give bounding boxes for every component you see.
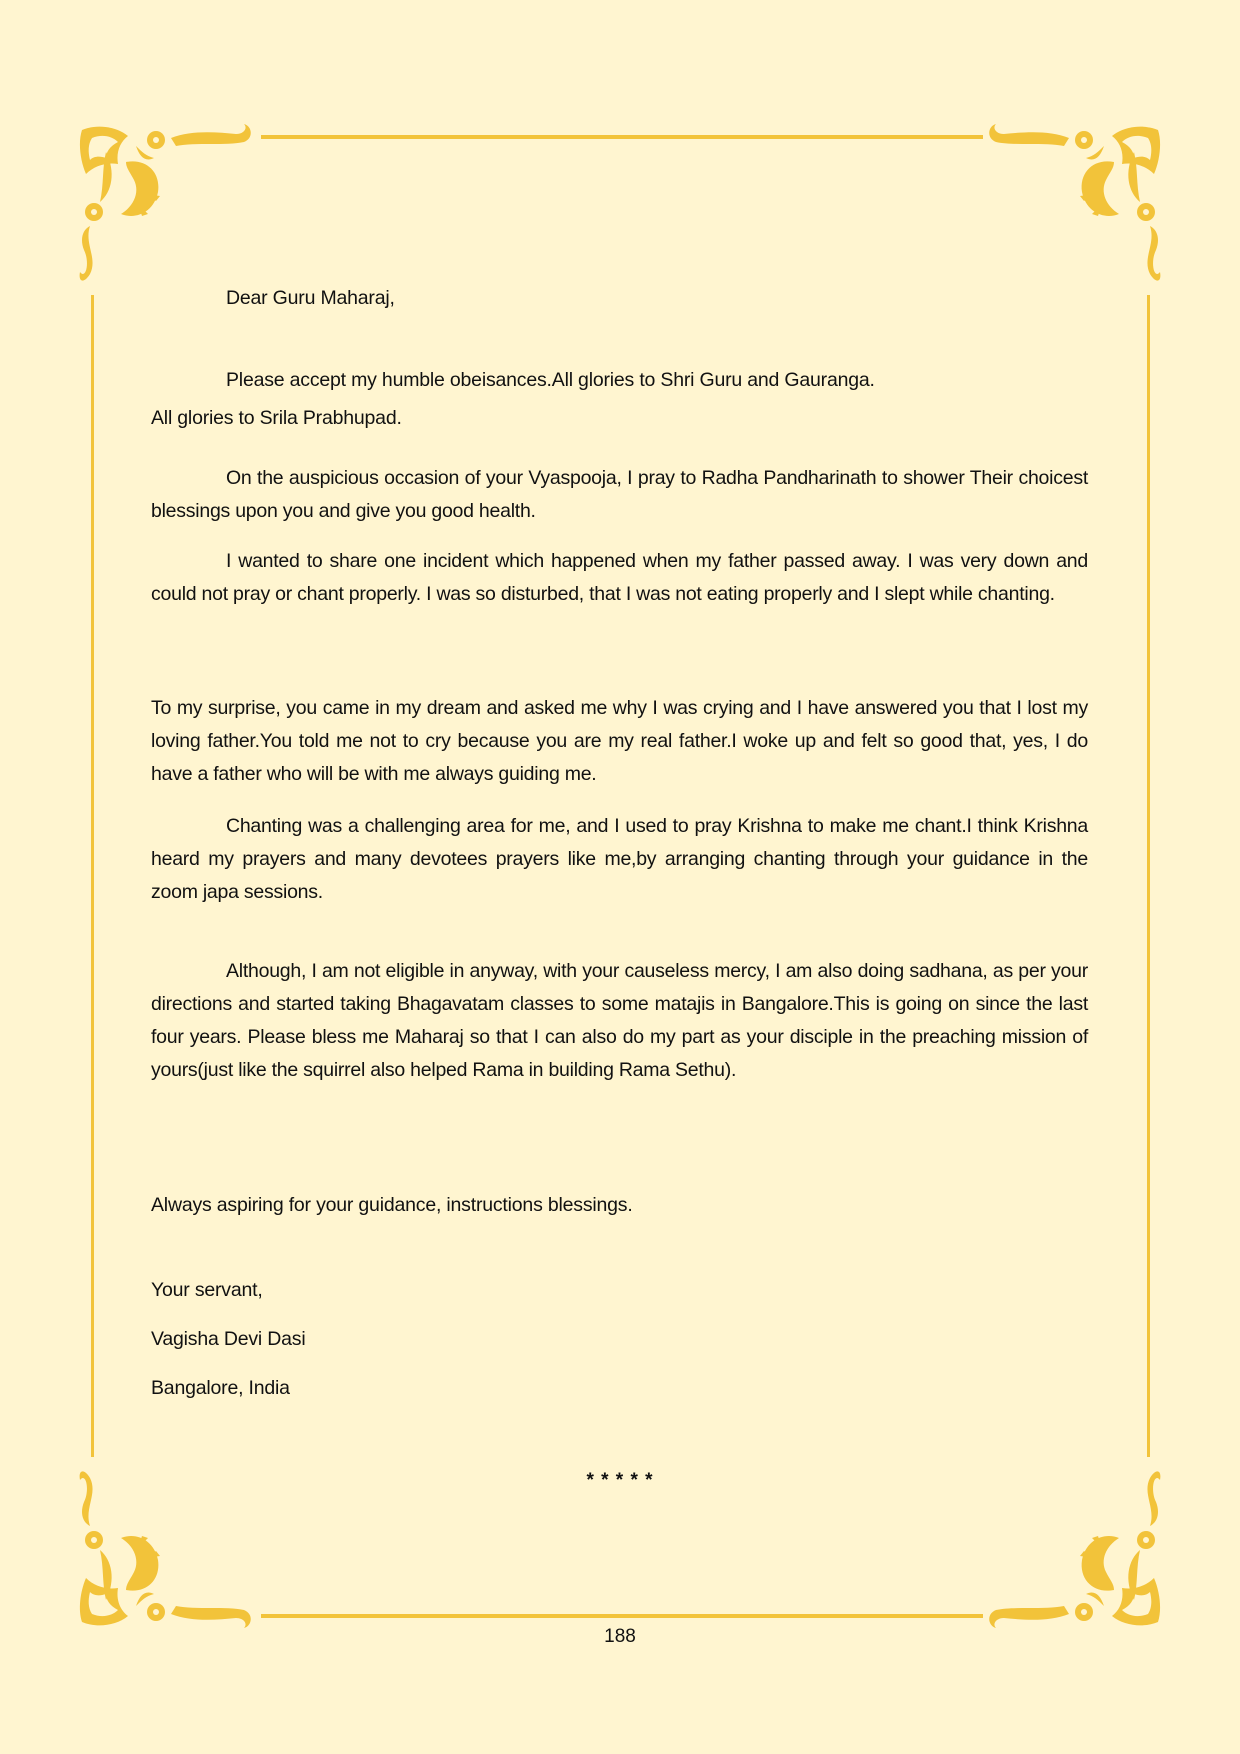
obeisances-line: Please accept my humble obeisances.All glories to Shri Guru and Gauranga. (226, 369, 875, 391)
closing-line: Always aspiring for your guidance, instructions blessings. (151, 1194, 633, 1216)
frame-right-line (1147, 295, 1150, 1457)
corner-ornament-top-left-icon (76, 122, 256, 292)
paragraph-chanting: Chanting was a challenging area for me, and I used to pray Krishna to make me chant.I think Krishna heard my prayers and many devotees prayers like me,by arranging chanting through your guidance in the zoom japa sessions. (151, 815, 1088, 903)
author-location: Bangalore, India (151, 1377, 290, 1399)
paragraph-vyaspooja: On the auspicious occasion of your Vyaspooja, I pray to Radha Pandharinath to shower Their choicest blessings upon you and give you good health. (151, 467, 1088, 522)
paragraph-dream: To my surprise, you came in my dream and asked me why I was crying and I have answered you that I lost my loving father.You told me not to cry because you are my real father.I woke up and felt so good that, yes, I do have a father who will be with me always guiding me. (151, 697, 1088, 785)
frame-bottom-line (261, 1614, 983, 1618)
frame-left-line (91, 295, 94, 1457)
salutation: Dear Guru Maharaj, (226, 287, 395, 309)
paragraph-service: Although, I am not eligible in anyway, with your causeless mercy, I am also doing sadhana, as per your directions and started taking Bhagavatam classes to some matajis in Bangalore.This is going on since the last four years. Please bless me Maharaj so that I can also do my part as your disciple in the preaching mission of yours(just like the squirrel also helped Rama in building Rama Sethu). (151, 960, 1088, 1081)
section-separator: * * * * * (586, 1470, 654, 1491)
author-name: Vagisha Devi Dasi (151, 1328, 306, 1350)
signoff: Your servant, (151, 1279, 263, 1301)
corner-ornament-top-right-icon (984, 122, 1164, 292)
page-number: 188 (604, 1626, 636, 1647)
glories-line: All glories to Srila Prabhupad. (151, 407, 402, 429)
paragraph-incident: I wanted to share one incident which happened when my father passed away. I was very down and could not pray or chant properly. I was so disturbed, that I was not eating properly and I slept while chanting. (151, 550, 1088, 605)
frame-top-line (261, 135, 983, 139)
